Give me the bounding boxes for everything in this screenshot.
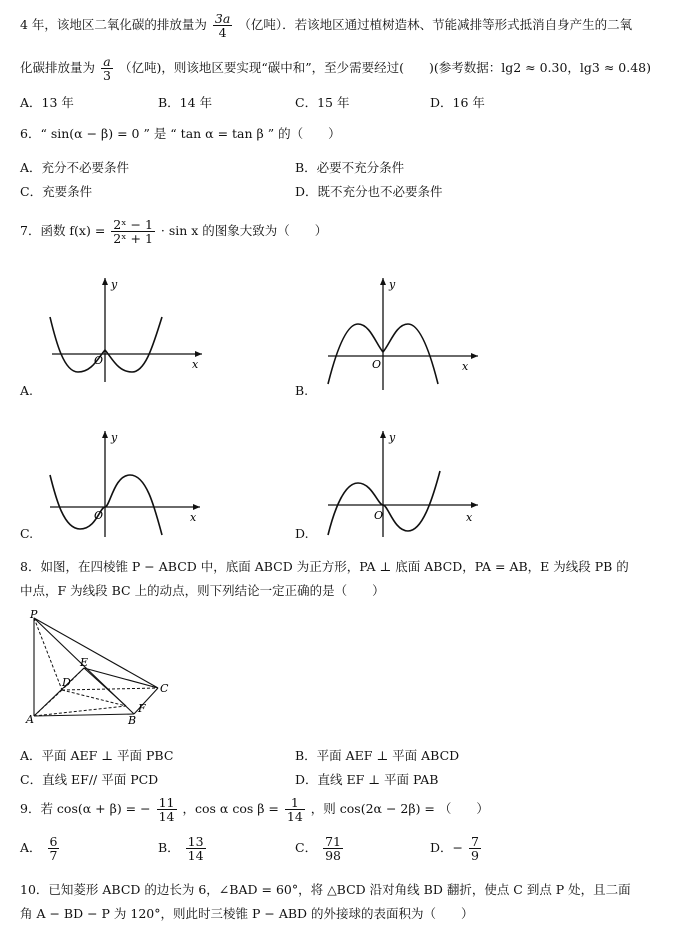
q8-pyramid-figure: [22, 610, 172, 725]
x-arrow-icon: [193, 504, 200, 510]
y-arrow-icon: [380, 278, 386, 285]
q9-frac-1-14: $\frac{1}{14}$: [286, 795, 303, 825]
q6-option-c[interactable]: C．充要条件: [20, 184, 93, 199]
q6-option-d[interactable]: D．既不充分也不必要条件: [295, 184, 443, 199]
q7-option-d[interactable]: D.: [295, 526, 309, 541]
svg-text:P: P: [30, 608, 38, 621]
q9-frac-11-14: $\frac{11}{14}$: [158, 795, 175, 825]
y-arrow-icon: [102, 431, 108, 438]
q5-frac-3a-4: $\frac{3a}{4}$: [214, 11, 231, 41]
svg-text:F: F: [138, 702, 146, 715]
q6-option-a[interactable]: A．充分不必要条件: [20, 160, 130, 175]
q10-line2: 角 A − BD − P 为 120°，则此时三棱锥 P − ABD 的外接球的表面积为（ ）: [20, 906, 474, 921]
q8-stem-line1: 8．如图，在四棱锥 P − ABCD 中，底面 ABCD 为正方形，PA ⊥ 底面 ABCD，PA = AB，E 为线段 PB 的: [20, 559, 629, 574]
svg-text:O: O: [94, 354, 104, 367]
q7-graph-d: [318, 425, 488, 543]
q6-option-b[interactable]: B．必要不充分条件: [295, 160, 405, 175]
q7-curve-d: [328, 471, 440, 535]
q7-option-a[interactable]: A.: [20, 383, 34, 398]
svg-text:D: D: [62, 676, 71, 689]
svg-text:O: O: [374, 509, 384, 522]
q9-option-d[interactable]: D．− $\frac{7}{9}$: [430, 834, 479, 864]
svg-text:x: x: [190, 511, 197, 524]
svg-text:E: E: [80, 656, 89, 669]
q8-stem-line2: 中点，F 为线段 BC 上的动点，则下列结论一定正确的是（ ）: [20, 583, 385, 598]
q7-graph-a: [40, 272, 210, 387]
q7-graph-b: [318, 272, 488, 397]
q9-stem: 9．若 cos(α + β) = − $\frac{11}{14}$ ，cos α cos β = $\frac{1}{14}$ ，则 cos(2α − 2β) = （ ）: [20, 795, 489, 825]
q5-line2: 化碳排放量为 $\frac{a}{3}$ （亿吨)，则该地区要实现“碳中和”，至少需要经过( )(参考数据：lg2 ≈ 0.30，lg3 ≈ 0.48): [20, 54, 652, 84]
y-arrow-icon: [380, 431, 386, 438]
x-arrow-icon: [471, 502, 478, 508]
svg-text:y: y: [111, 278, 118, 291]
q7-curve-a: [50, 317, 162, 372]
svg-text:y: y: [389, 431, 396, 444]
q5-option-d[interactable]: D．16 年: [430, 95, 485, 110]
x-arrow-icon: [195, 351, 202, 357]
q10-line1: 10．已知菱形 ABCD 的边长为 6，∠BAD = 60°，将 △BCD 沿对角线 BD 翻折，使点 C 到点 P 处，且二面: [20, 882, 631, 897]
q8-option-d[interactable]: D．直线 EF ⊥ 平面 PAB: [295, 772, 439, 787]
svg-text:x: x: [462, 360, 469, 373]
q9-option-c[interactable]: C． $\frac{71}{98}$: [295, 834, 341, 864]
q5-frac-a-3: $\frac{a}{3}$: [103, 54, 111, 84]
q9-option-a[interactable]: A． $\frac{6}{7}$: [20, 834, 58, 864]
q7-frac: $\frac{\text{2ˣ − 1}}{\text{2ˣ + 1}}$: [113, 217, 153, 247]
q5-line1: 4 年，该地区二氧化碳的排放量为 $\frac{3a}{4}$ （亿吨）．若该地区通过植树造林、节能减排等形式抵消自身产生的二氧: [20, 11, 633, 41]
q9-option-b[interactable]: B． $\frac{13}{14}$: [158, 834, 204, 864]
svg-text:y: y: [389, 278, 396, 291]
q5-option-c[interactable]: C．15 年: [295, 95, 350, 110]
x-arrow-icon: [471, 353, 478, 359]
svg-text:x: x: [192, 358, 199, 371]
q8-option-a[interactable]: A．平面 AEF ⊥ 平面 PBC: [20, 748, 174, 763]
svg-text:O: O: [372, 358, 382, 371]
q5-option-a[interactable]: A．13 年: [20, 95, 74, 110]
q6-stem: 6．“ sin(α − β) = 0 ” 是 “ tan α = tan β ” 的（ ）: [20, 126, 341, 141]
svg-text:x: x: [466, 511, 473, 524]
svg-text:C: C: [160, 682, 169, 695]
svg-text:A: A: [26, 713, 34, 726]
q5-option-b[interactable]: B．14 年: [158, 95, 213, 110]
q7-stem: 7．函数 f(x) = $\frac{\text{2ˣ − 1}}{\text{2ˣ + 1}}$ · sin x 的图象大致为（ ）: [20, 217, 328, 247]
q8-option-b[interactable]: B．平面 AEF ⊥ 平面 ABCD: [295, 748, 460, 763]
svg-text:B: B: [128, 714, 137, 727]
svg-text:y: y: [111, 431, 118, 444]
q7-curve-c: [50, 475, 162, 535]
q7-option-b[interactable]: B.: [295, 383, 309, 398]
q7-graph-c: [40, 425, 210, 543]
svg-text:O: O: [94, 509, 104, 522]
y-arrow-icon: [102, 278, 108, 285]
q8-option-c[interactable]: C．直线 EF// 平面 PCD: [20, 772, 159, 787]
q7-option-c[interactable]: C.: [20, 526, 34, 541]
